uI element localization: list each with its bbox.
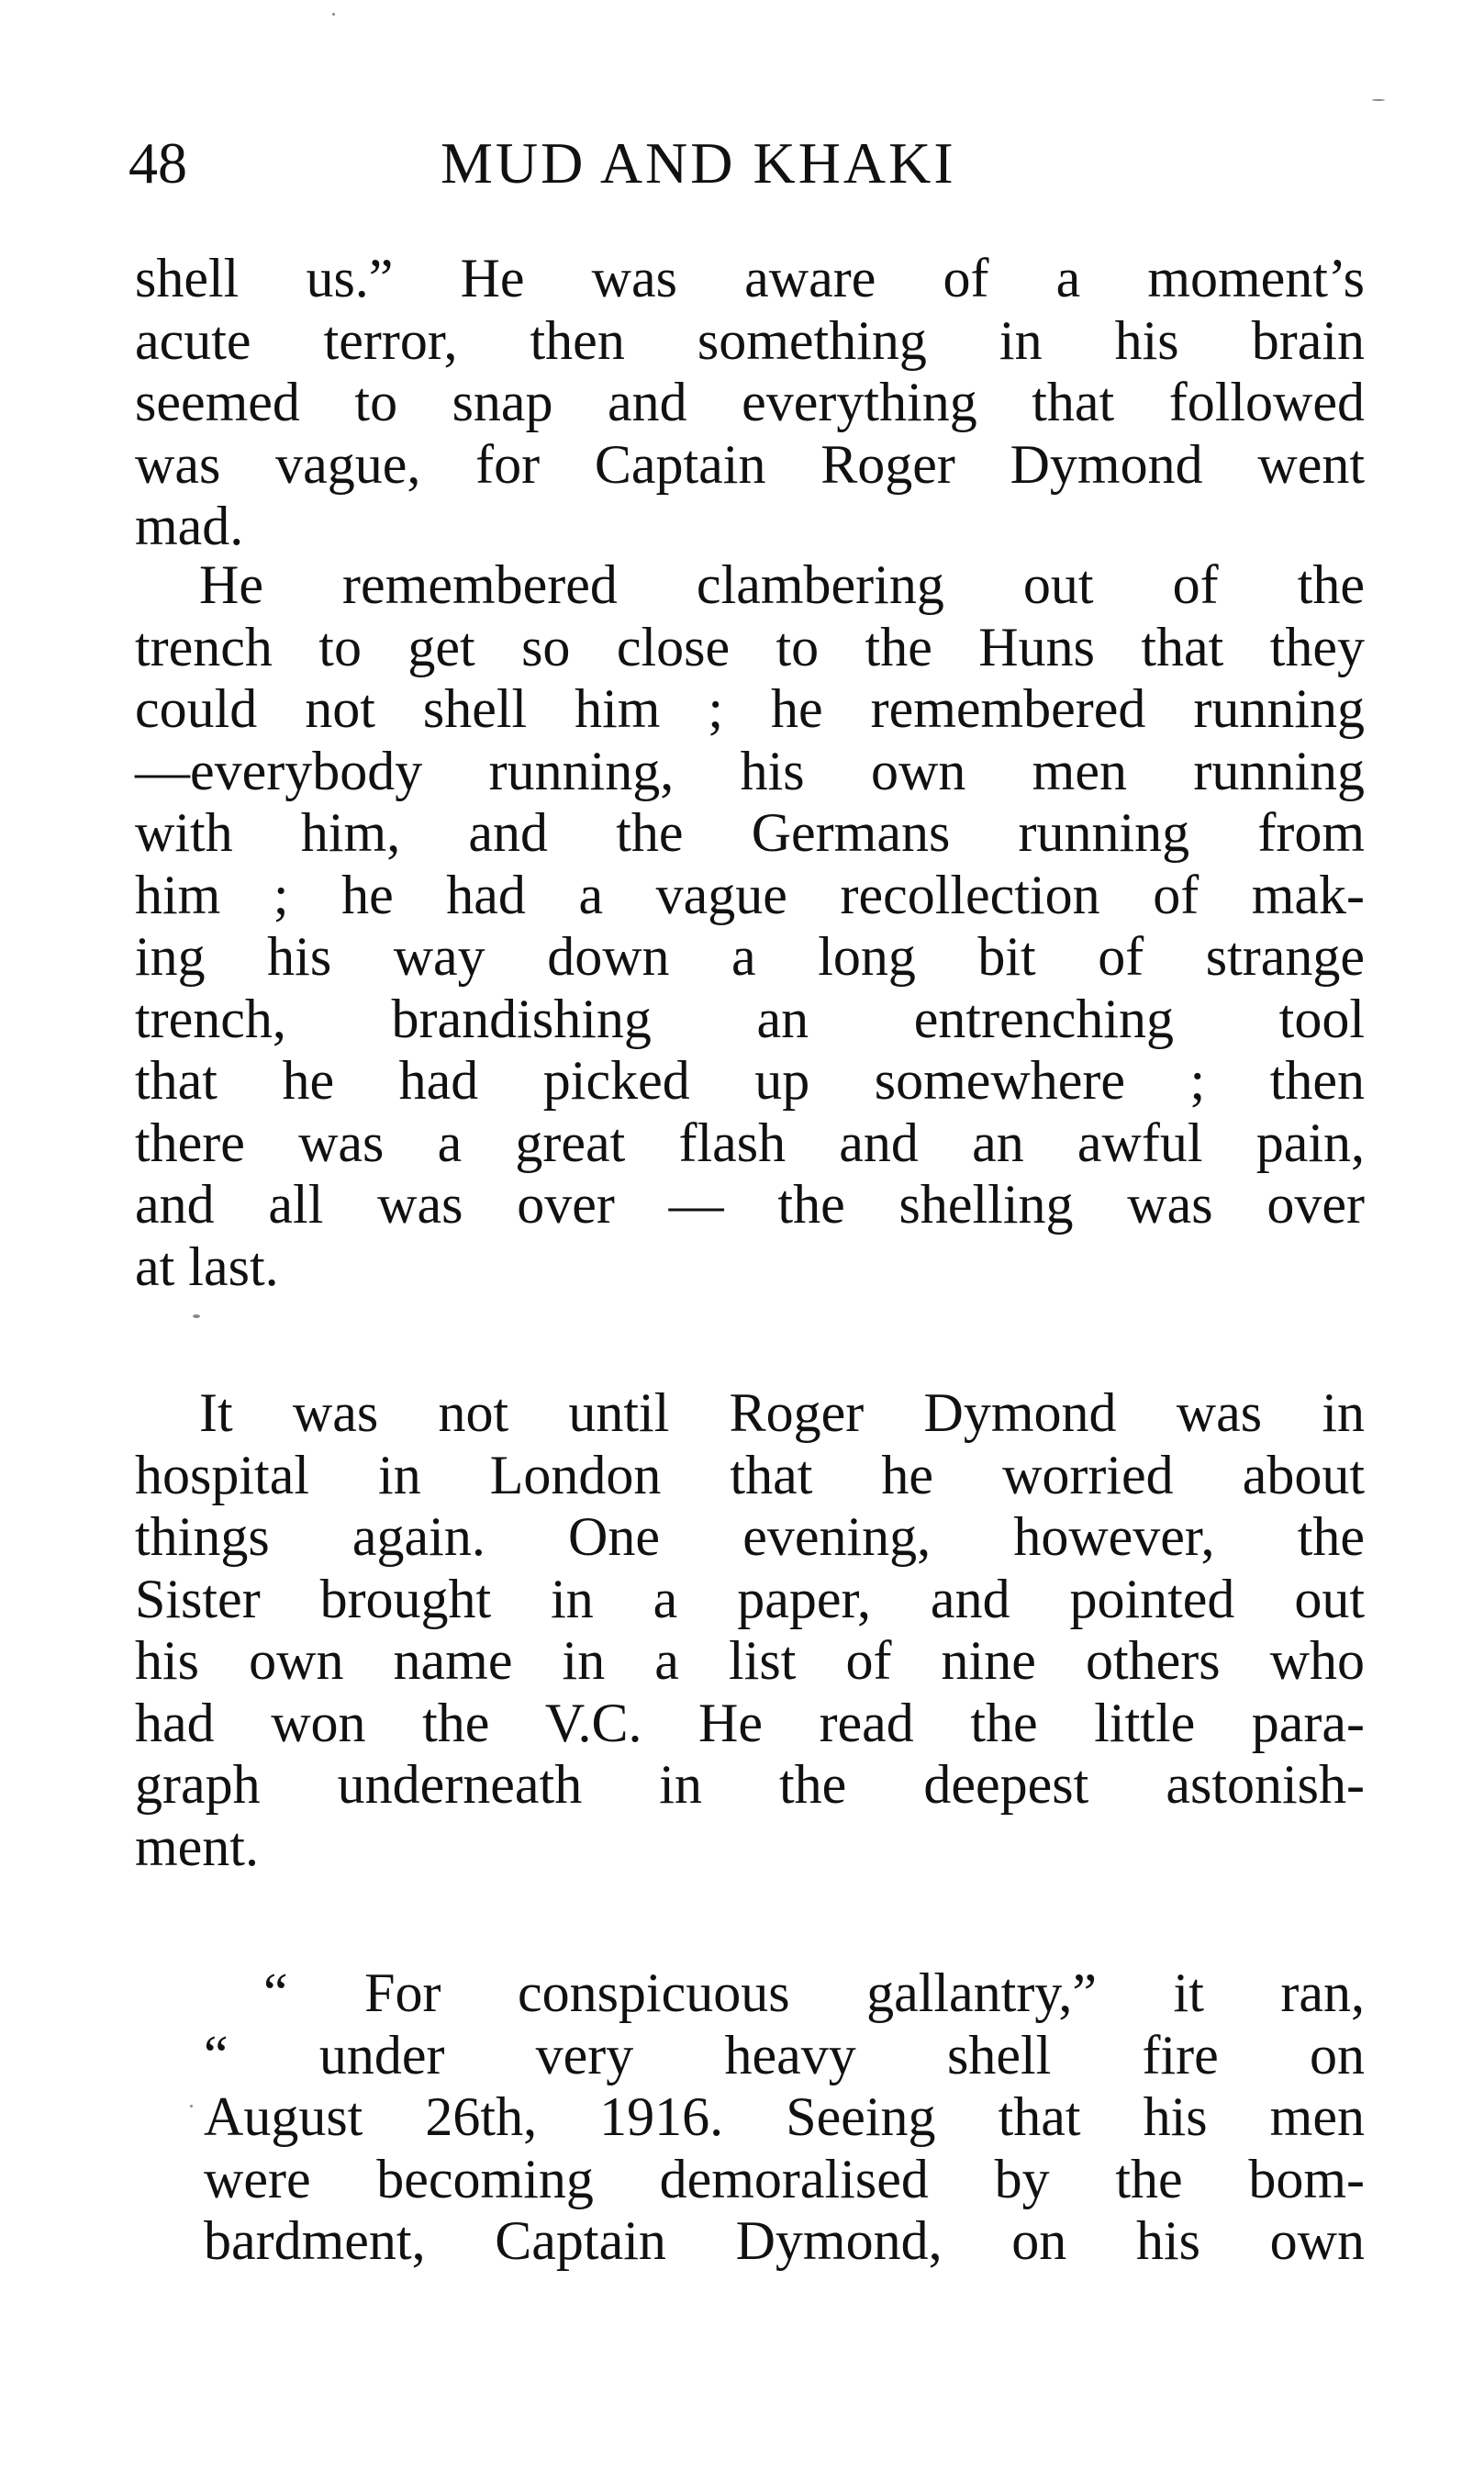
text-line: seemed to snap and everything that followed	[135, 372, 1365, 432]
text-line: shell us.” He was aware of a moment’s	[135, 248, 1365, 308]
running-head	[128, 127, 1367, 200]
text-line: was vague, for Captain Roger Dymond went	[135, 433, 1365, 495]
text-line: and all was over — the shelling was over	[135, 1174, 1365, 1235]
text-line: that he had picked up somewhere ; then	[135, 1050, 1365, 1111]
text-line: “ For conspicuous gallantry,” it ran,	[263, 1962, 1365, 2023]
paragraph-continuation	[135, 248, 1365, 558]
scan-speck	[1372, 99, 1385, 101]
paragraph-hospital	[135, 1382, 1365, 1878]
text-line: It was not until Roger Dymond was in	[199, 1382, 1365, 1443]
text-line: acute terror, then something in his brain	[135, 309, 1365, 371]
text-line: had won the V.C. He read the little para-	[135, 1692, 1365, 1753]
text-line: Sister brought in a paper, and pointed out	[135, 1568, 1365, 1629]
scan-speck	[193, 1314, 200, 1318]
text-line: mad.	[135, 496, 244, 556]
text-line: at last.	[135, 1236, 279, 1297]
text-line: him ; he had a vague recollection of mak-	[135, 864, 1365, 925]
text-line: He remembered clambering out of the	[199, 554, 1365, 615]
text-line: ment.	[135, 1816, 259, 1877]
text-line: graph underneath in the deepest astonish-	[135, 1754, 1365, 1815]
text-line: things again. One evening, however, the	[135, 1506, 1365, 1567]
paragraph-remembered	[135, 554, 1365, 1298]
running-title: MUD AND KHAKI	[441, 130, 956, 196]
page-number: 48	[128, 130, 187, 196]
text-line: trench to get so close to the Huns that they	[135, 616, 1365, 677]
text-line: his own name in a list of nine others who	[135, 1630, 1365, 1691]
citation-quote	[204, 1962, 1365, 2273]
scan-speck	[332, 13, 335, 16]
text-line: ing his way down a long bit of strange	[135, 926, 1365, 987]
text-line: were becoming demoralised by the bom-	[204, 2148, 1365, 2209]
text-line: hospital in London that he worried about	[135, 1444, 1365, 1505]
text-line: “ under very heavy shell fire on	[204, 2024, 1365, 2085]
text-line: —everybody running, his own men running	[135, 740, 1365, 801]
text-line: bardment, Captain Dymond, on his own	[204, 2210, 1365, 2271]
text-line: trench, brandishing an entrenching tool	[135, 988, 1365, 1049]
text-line: with him, and the Germans running from	[135, 802, 1365, 863]
text-line: could not shell him ; he remembered running	[135, 678, 1365, 739]
text-line: there was a great flash and an awful pain,	[135, 1112, 1365, 1173]
scan-speck	[190, 2105, 193, 2108]
text-line: August 26th, 1916. Seeing that his men	[204, 2086, 1365, 2147]
